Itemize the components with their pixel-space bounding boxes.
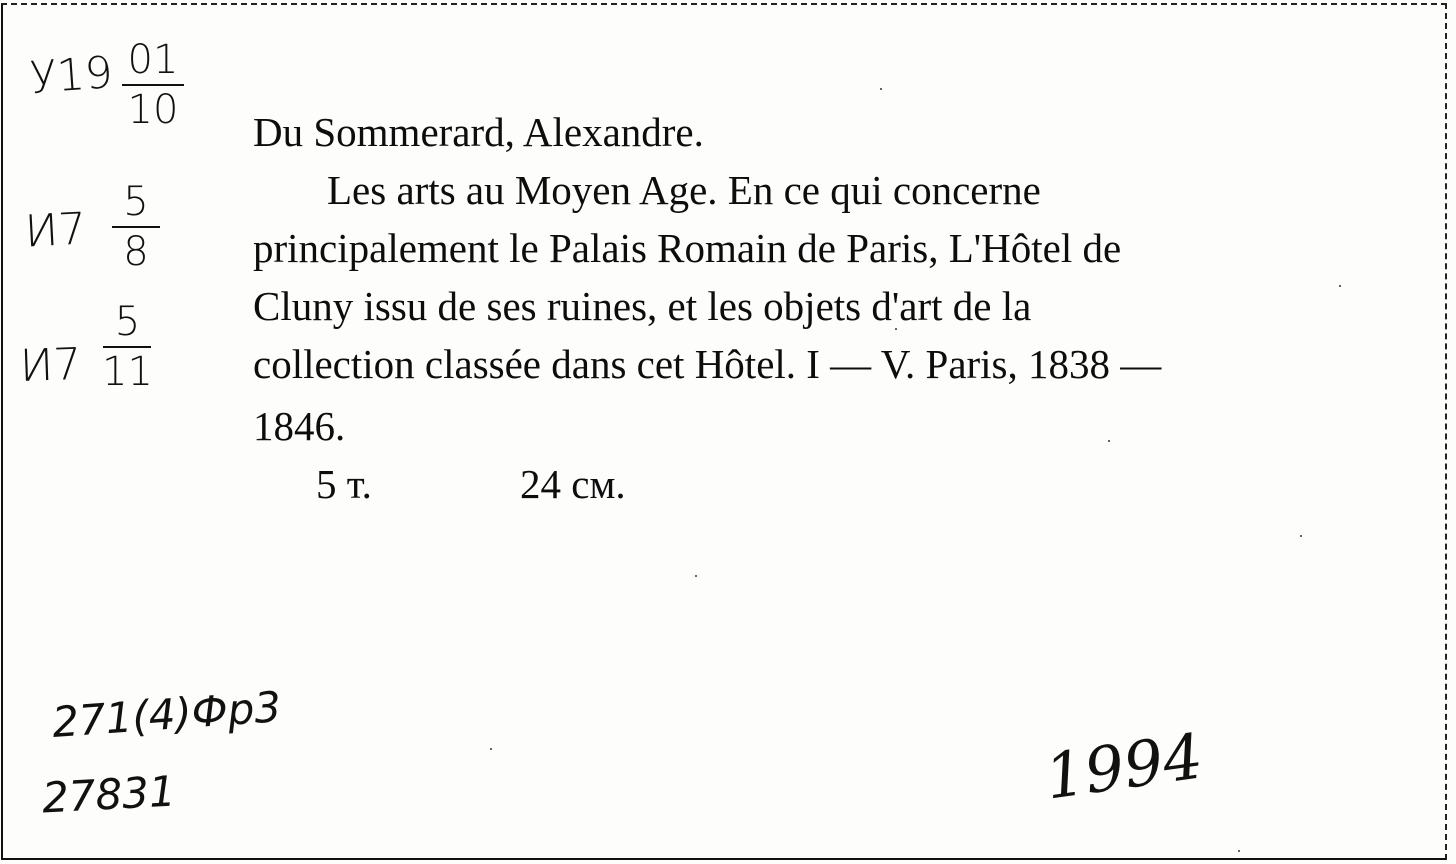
scan-speck — [1300, 535, 1302, 537]
title-line: collection classée dans cet Hôtel. I — V. Paris, 1838 — — [253, 341, 1162, 387]
fraction-numerator: 01 — [127, 37, 179, 83]
fraction-bar — [112, 226, 160, 228]
book-size: 24 см. — [520, 461, 626, 507]
acquisition-year: 1994 — [1040, 719, 1208, 814]
scan-speck — [695, 575, 697, 577]
scan-speck — [1339, 285, 1341, 287]
title-line: Cluny issu de ses ruines, et les objets d'art de la — [253, 283, 1032, 329]
shelf-mark-fraction — [102, 300, 153, 394]
fraction-bar — [122, 84, 184, 86]
fraction-denominator: 11 — [102, 349, 153, 395]
fraction-bar — [103, 346, 151, 348]
author-heading: Du Sommerard, Alexandre. — [253, 109, 704, 155]
shelf-mark-code: И7 — [23, 203, 88, 258]
fraction-numerator: 5 — [114, 299, 141, 345]
shelf-mark-fraction — [112, 180, 160, 274]
shelf-mark-code: И7 — [19, 338, 83, 393]
shelf-mark-fraction — [122, 38, 184, 132]
scan-speck — [490, 748, 492, 750]
scan-speck — [1108, 440, 1110, 442]
fraction-denominator: 8 — [123, 229, 149, 275]
title-line: principalement le Palais Romain de Paris, L'Hôtel de — [253, 225, 1122, 271]
scan-speck — [880, 88, 882, 90]
classification-code: 271(4)Фр3 — [50, 682, 283, 747]
inventory-number: 27831 — [40, 766, 177, 823]
title-line: Les arts au Moyen Age. En ce qui concerne — [327, 167, 1041, 213]
fraction-denominator: 10 — [127, 87, 179, 133]
shelf-mark-code: У19 — [28, 47, 115, 104]
title-line: 1846. — [253, 403, 346, 449]
volume-count: 5 т. — [316, 461, 372, 507]
scan-speck — [1238, 850, 1240, 852]
fraction-numerator: 5 — [123, 179, 149, 225]
